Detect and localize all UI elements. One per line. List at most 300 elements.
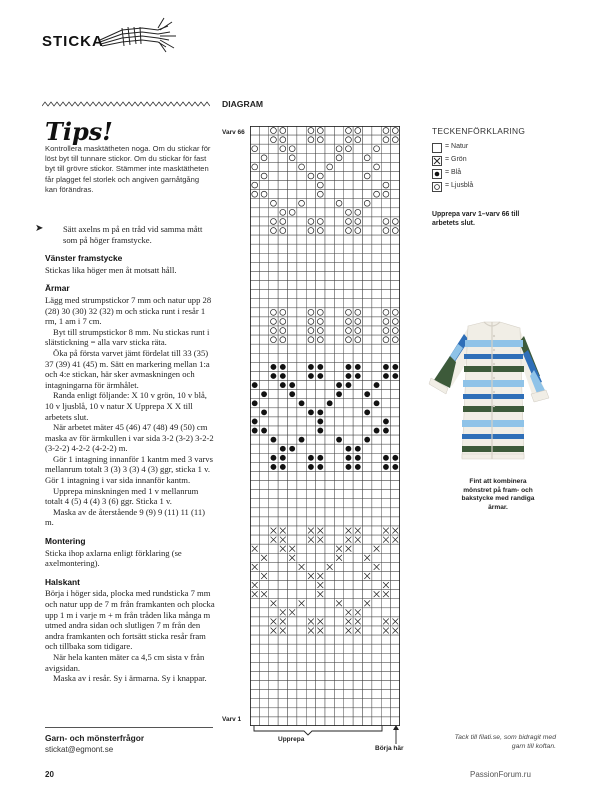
chart-cell <box>306 571 315 580</box>
chart-cell <box>353 371 362 380</box>
chart-cell <box>259 299 268 308</box>
chart-cell <box>288 271 297 280</box>
chart-cell <box>344 626 353 635</box>
chart-cell <box>353 226 362 235</box>
chart-cell <box>316 544 325 553</box>
chart-cell <box>381 308 390 317</box>
chart-cell <box>344 271 353 280</box>
chart-cell <box>325 162 334 171</box>
chart-cell <box>269 417 278 426</box>
chart-cell <box>325 381 334 390</box>
chart-cell <box>278 453 287 462</box>
chart-cell <box>353 435 362 444</box>
chart-cell <box>306 290 315 299</box>
chart-cell <box>259 435 268 444</box>
chart-cell <box>288 462 297 471</box>
chart-cell <box>269 535 278 544</box>
chart-cell <box>363 326 372 335</box>
chart-cell <box>334 608 343 617</box>
chart-cell <box>334 635 343 644</box>
chart-cell <box>381 690 390 699</box>
chart-cell <box>250 571 259 580</box>
chart-cell <box>288 353 297 362</box>
chart-cell <box>250 699 259 708</box>
chart-cell <box>381 381 390 390</box>
chart-cell <box>269 144 278 153</box>
chart-cell <box>259 326 268 335</box>
chart-cell <box>325 653 334 662</box>
chart-cell <box>250 499 259 508</box>
chart-cell <box>269 662 278 671</box>
chart-cell <box>391 490 400 499</box>
chart-cell <box>278 399 287 408</box>
chart-cell <box>381 562 390 571</box>
chart-cell <box>297 362 306 371</box>
chart-cell <box>288 217 297 226</box>
chart-cell <box>297 308 306 317</box>
chart-cell <box>344 135 353 144</box>
chart-cell <box>297 681 306 690</box>
chart-cell <box>391 499 400 508</box>
chart-cell <box>288 262 297 271</box>
chart-cell <box>325 362 334 371</box>
chart-cell <box>381 662 390 671</box>
chart-cell <box>288 390 297 399</box>
chart-cell <box>316 417 325 426</box>
chart-cell <box>306 235 315 244</box>
chart-cell <box>372 153 381 162</box>
chart-cell <box>325 471 334 480</box>
chart-cell <box>372 562 381 571</box>
paragraph: När arbetet mäter 45 (46) 47 (48) 49 (50) cm maska av för ärmkullen i var sida 3-2 (3-2) 3-2-2 (3-2-2) 4-2-2 (4-2-2) m. <box>45 422 214 454</box>
chart-cell <box>325 144 334 153</box>
chart-cell <box>297 581 306 590</box>
chart-cell <box>381 699 390 708</box>
chart-cell <box>259 408 268 417</box>
chart-cell <box>259 208 268 217</box>
chart-cell <box>297 390 306 399</box>
chart-cell <box>363 426 372 435</box>
chart-cell <box>325 690 334 699</box>
chart-cell <box>259 644 268 653</box>
chart-cell <box>316 217 325 226</box>
chart-cell <box>325 635 334 644</box>
chart-cell <box>363 217 372 226</box>
chart-cell <box>391 608 400 617</box>
chart-cell <box>334 571 343 580</box>
chart-cell <box>391 335 400 344</box>
chart-cell <box>250 199 259 208</box>
chart-cell <box>316 471 325 480</box>
chart-cell <box>316 199 325 208</box>
chart-cell <box>381 681 390 690</box>
chart-cell <box>306 490 315 499</box>
chart-cell <box>353 508 362 517</box>
paragraph: När hela kanten mäter ca 4,5 cm sista v från avigsidan. <box>45 651 205 673</box>
chart-cell <box>250 471 259 480</box>
chart-cell <box>316 699 325 708</box>
intro-text: Sätt axelns m på en tråd vid samma mått som på höger framstycke. <box>63 224 203 245</box>
chart-cell <box>363 571 372 580</box>
chart-cell <box>334 535 343 544</box>
chart-cell <box>259 508 268 517</box>
chart-cell <box>344 499 353 508</box>
zigzag-divider <box>42 101 210 107</box>
chart-cell <box>269 590 278 599</box>
chart-cell <box>259 690 268 699</box>
chart-cell <box>297 653 306 662</box>
chart-cell <box>259 490 268 499</box>
chart-cell <box>259 417 268 426</box>
chart-cell <box>297 617 306 626</box>
chart-cell <box>381 217 390 226</box>
chart-cell <box>363 444 372 453</box>
chart-cell <box>344 590 353 599</box>
chart-cell <box>316 381 325 390</box>
chart-cell <box>278 135 287 144</box>
chart-cell <box>381 671 390 680</box>
chart-cell <box>288 362 297 371</box>
chart-cell <box>288 544 297 553</box>
chart-cell <box>325 317 334 326</box>
chart-cell <box>325 526 334 535</box>
chart-cell <box>391 553 400 562</box>
chart-cell <box>391 162 400 171</box>
chart-cell <box>297 526 306 535</box>
chart-cell <box>372 371 381 380</box>
chart-cell <box>316 126 325 135</box>
chart-cell <box>391 444 400 453</box>
chart-cell <box>288 299 297 308</box>
chart-cell <box>372 426 381 435</box>
chart-cell <box>288 135 297 144</box>
chart-cell <box>334 308 343 317</box>
chart-cell <box>297 481 306 490</box>
chart-cell <box>316 399 325 408</box>
chart-cell <box>297 535 306 544</box>
chart-cell <box>269 208 278 217</box>
chart-cell <box>325 299 334 308</box>
chart-cell <box>306 517 315 526</box>
chart-cell <box>297 353 306 362</box>
chart-cell <box>363 508 372 517</box>
chart-cell <box>288 690 297 699</box>
chart-cell <box>269 317 278 326</box>
chart-cell <box>306 308 315 317</box>
chart-cell <box>288 281 297 290</box>
chart-cell <box>297 135 306 144</box>
chart-cell <box>288 681 297 690</box>
section-heading: Ärmar <box>45 283 70 294</box>
chart-cell <box>269 699 278 708</box>
chart-cell <box>381 126 390 135</box>
chart-cell <box>278 344 287 353</box>
chart-cell <box>297 435 306 444</box>
chart-cell <box>306 135 315 144</box>
chart-cell <box>325 190 334 199</box>
chart-cell <box>381 608 390 617</box>
chart-cell <box>344 444 353 453</box>
chart-cell <box>344 571 353 580</box>
chart-cell <box>334 517 343 526</box>
chart-cell <box>334 699 343 708</box>
chart-cell <box>306 208 315 217</box>
chart-cell <box>363 126 372 135</box>
chart-cell <box>269 344 278 353</box>
bottom-row-label: Varv 1 <box>222 716 242 723</box>
chart-cell <box>344 208 353 217</box>
chart-cell <box>325 590 334 599</box>
chart-cell <box>344 162 353 171</box>
chart-cell <box>344 126 353 135</box>
dot-square-icon <box>432 169 442 179</box>
chart-cell <box>288 499 297 508</box>
chart-cell <box>250 326 259 335</box>
chart-cell <box>306 662 315 671</box>
chart-cell <box>259 444 268 453</box>
chart-cell <box>250 317 259 326</box>
yarn-skein-icon <box>96 14 180 54</box>
chart-cell <box>334 626 343 635</box>
chart-cell <box>250 417 259 426</box>
chart-cell <box>381 653 390 662</box>
chart-cell <box>391 408 400 417</box>
chart-cell <box>316 408 325 417</box>
chart-cell <box>334 444 343 453</box>
chart-cell <box>372 481 381 490</box>
chart-cell <box>278 562 287 571</box>
chart-cell <box>344 353 353 362</box>
chart-cell <box>250 517 259 526</box>
chart-cell <box>363 535 372 544</box>
chart-cell <box>288 635 297 644</box>
chart-cell <box>278 235 287 244</box>
chart-cell <box>344 553 353 562</box>
chart-cell <box>391 199 400 208</box>
chart-cell <box>334 135 343 144</box>
chart-cell <box>391 690 400 699</box>
chart-cell <box>391 281 400 290</box>
chart-cell <box>316 590 325 599</box>
chart-cell <box>344 362 353 371</box>
chart-cell <box>250 281 259 290</box>
chart-cell <box>353 317 362 326</box>
chart-cell <box>363 417 372 426</box>
chart-cell <box>372 390 381 399</box>
chart-cell <box>372 571 381 580</box>
chart-cell <box>372 381 381 390</box>
chart-cell <box>325 699 334 708</box>
chart-cell <box>259 162 268 171</box>
chart-cell <box>288 626 297 635</box>
chart-cell <box>297 344 306 353</box>
chart-cell <box>334 471 343 480</box>
chart-cell <box>391 508 400 517</box>
footer-watermark: PassionForum.ru <box>470 770 531 779</box>
chart-cell <box>288 590 297 599</box>
chart-cell <box>353 381 362 390</box>
chart-cell <box>334 590 343 599</box>
chart-cell <box>363 499 372 508</box>
chart-cell <box>297 153 306 162</box>
chart-cell <box>381 135 390 144</box>
chart-cell <box>259 135 268 144</box>
chart-cell <box>297 635 306 644</box>
chart-cell <box>269 235 278 244</box>
chart-cell <box>297 444 306 453</box>
chart-cell <box>381 526 390 535</box>
chart-cell <box>278 708 287 717</box>
chart-cell <box>372 344 381 353</box>
chart-cell <box>372 590 381 599</box>
chart-cell <box>269 471 278 480</box>
chart-cell <box>381 353 390 362</box>
cross-square-icon <box>432 156 442 166</box>
chart-cell <box>278 153 287 162</box>
chart-cell <box>288 226 297 235</box>
chart-cell <box>334 390 343 399</box>
chart-cell <box>269 626 278 635</box>
chart-cell <box>334 562 343 571</box>
chart-cell <box>250 353 259 362</box>
contact-email[interactable]: stickat@egmont.se <box>45 745 114 754</box>
chart-cell <box>259 353 268 362</box>
chart-cell <box>306 526 315 535</box>
chart-cell <box>278 362 287 371</box>
chart-cell <box>353 671 362 680</box>
section-heading: Montering <box>45 536 86 547</box>
chart-cell <box>334 171 343 180</box>
chart-cell <box>325 262 334 271</box>
chart-cell <box>363 435 372 444</box>
chart-cell <box>250 435 259 444</box>
chart-cell <box>316 162 325 171</box>
chart-cell <box>325 271 334 280</box>
chart-cell <box>278 299 287 308</box>
chart-cell <box>288 181 297 190</box>
chart-cell <box>372 553 381 562</box>
chart-cell <box>269 353 278 362</box>
chart-cell <box>353 517 362 526</box>
chart-cell <box>269 326 278 335</box>
chart-cell <box>288 244 297 253</box>
chart-cell <box>250 617 259 626</box>
chart-cell <box>344 344 353 353</box>
chart-cell <box>297 453 306 462</box>
chart-cell <box>381 535 390 544</box>
chart-cell <box>381 171 390 180</box>
chart-cell <box>381 435 390 444</box>
chart-cell <box>372 453 381 462</box>
chart-cell <box>325 244 334 253</box>
chart-cell <box>353 271 362 280</box>
chart-cell <box>372 217 381 226</box>
chart-cell <box>269 444 278 453</box>
chart-cell <box>391 381 400 390</box>
chart-cell <box>278 281 287 290</box>
chart-cell <box>353 653 362 662</box>
chart-cell <box>325 708 334 717</box>
chart-cell <box>325 435 334 444</box>
chart-cell <box>306 653 315 662</box>
chart-cell <box>381 708 390 717</box>
chart-cell <box>334 262 343 271</box>
chart-cell <box>250 690 259 699</box>
chart-cell <box>316 508 325 517</box>
chart-cell <box>297 471 306 480</box>
chart-cell <box>391 626 400 635</box>
chart-cell <box>391 544 400 553</box>
chart-cell <box>306 281 315 290</box>
chart-cell <box>259 599 268 608</box>
chart-cell <box>363 317 372 326</box>
chart-cell <box>269 581 278 590</box>
chart-cell <box>372 226 381 235</box>
chart-cell <box>306 335 315 344</box>
chart-cell <box>391 481 400 490</box>
chart-cell <box>297 499 306 508</box>
chart-cell <box>278 581 287 590</box>
chart-cell <box>353 699 362 708</box>
chart-cell <box>363 208 372 217</box>
chart-cell <box>381 208 390 217</box>
chart-cell <box>316 317 325 326</box>
chart-cell <box>372 262 381 271</box>
chart-cell <box>363 553 372 562</box>
chart-cell <box>363 262 372 271</box>
chart-cell <box>250 581 259 590</box>
chart-cell <box>363 362 372 371</box>
chart-cell <box>288 517 297 526</box>
chart-cell <box>372 544 381 553</box>
chart-cell <box>316 208 325 217</box>
chart-cell <box>363 244 372 253</box>
chart-cell <box>381 553 390 562</box>
chart-cell <box>325 426 334 435</box>
chart-cell <box>372 644 381 653</box>
chart-cell <box>259 681 268 690</box>
chart-cell <box>325 253 334 262</box>
chart-cell <box>363 581 372 590</box>
chart-cell <box>259 581 268 590</box>
chart-cell <box>297 544 306 553</box>
chart-cell <box>316 490 325 499</box>
chart-cell <box>391 299 400 308</box>
chart-cell <box>316 390 325 399</box>
chart-cell <box>288 399 297 408</box>
chart-cell <box>297 235 306 244</box>
chart-cell <box>363 517 372 526</box>
chart-cell <box>269 190 278 199</box>
chart-cell <box>334 690 343 699</box>
chart-cell <box>363 253 372 262</box>
chart-cell <box>372 471 381 480</box>
chart-cell <box>363 371 372 380</box>
chart-cell <box>288 535 297 544</box>
chart-cell <box>288 199 297 208</box>
chart-cell <box>381 617 390 626</box>
chart-cell <box>325 462 334 471</box>
chart-cell <box>306 390 315 399</box>
chart-cell <box>391 135 400 144</box>
chart-cell <box>288 371 297 380</box>
chart-cell <box>363 699 372 708</box>
chart-cell <box>334 526 343 535</box>
empty-square-icon <box>432 143 442 153</box>
chart-cell <box>353 690 362 699</box>
chart-cell <box>391 517 400 526</box>
chart-cell <box>297 562 306 571</box>
